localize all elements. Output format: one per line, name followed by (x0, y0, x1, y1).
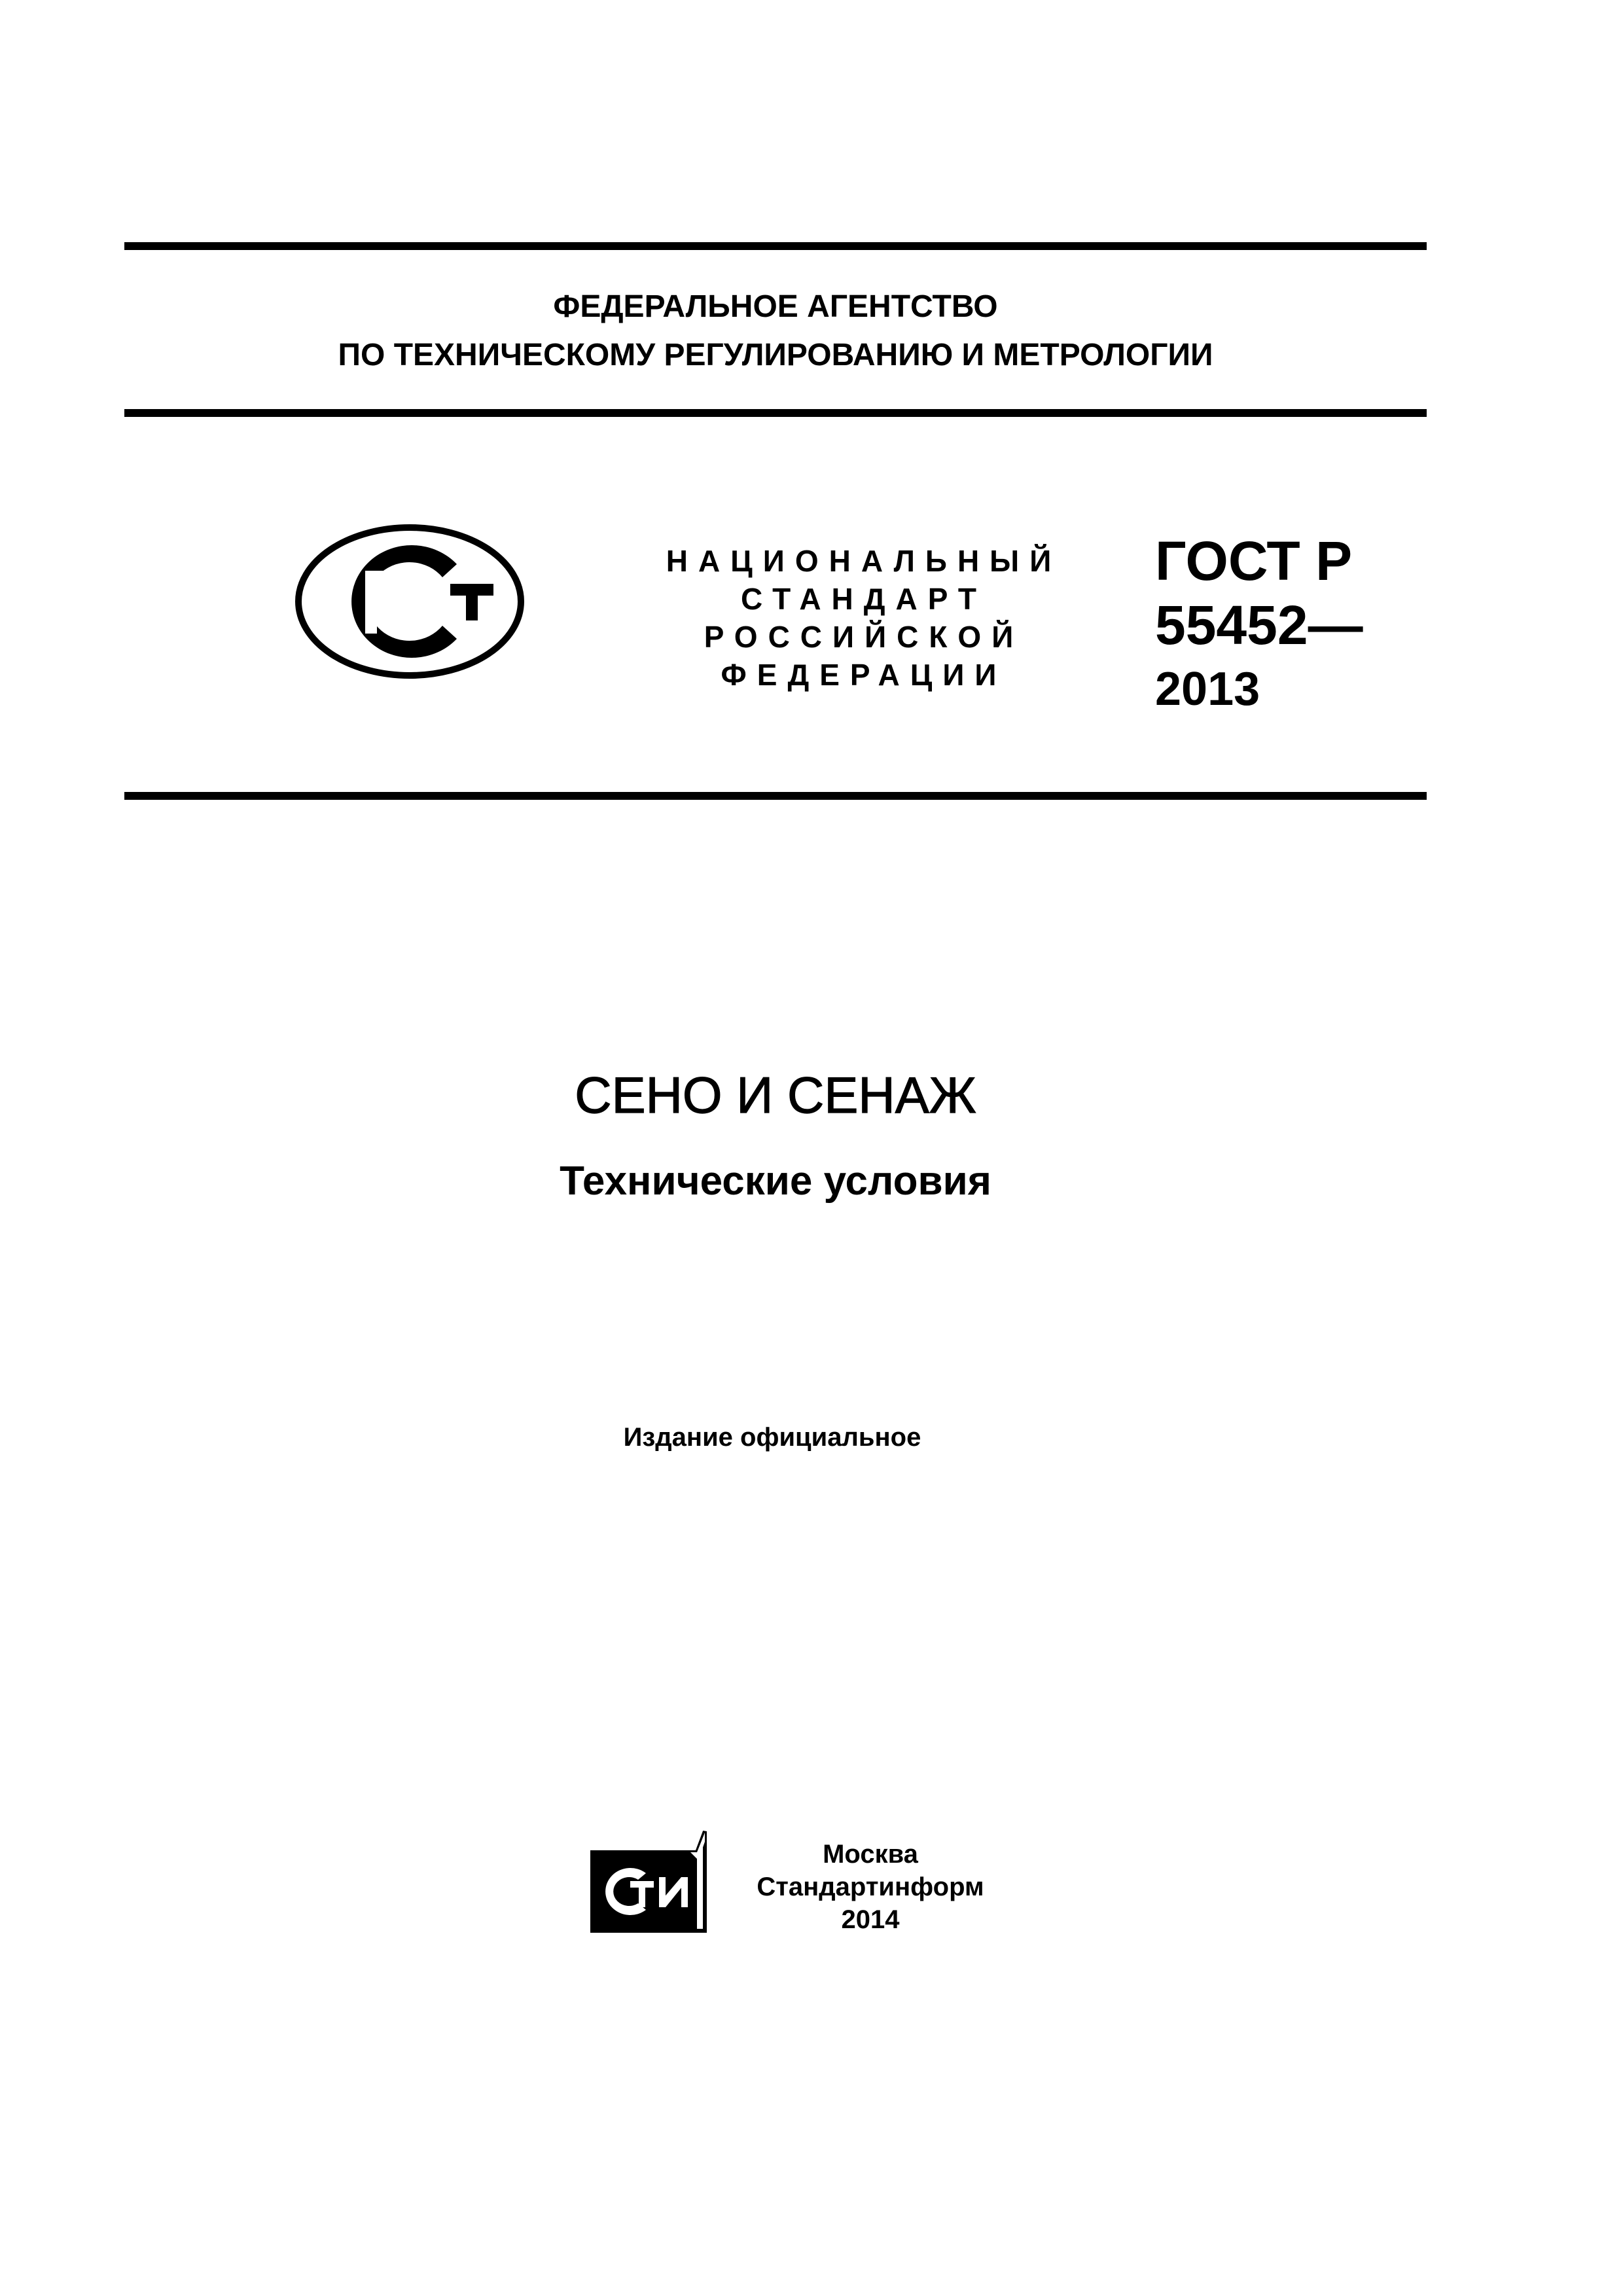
standartinform-icon (586, 1826, 710, 1937)
standard-number (1155, 529, 1363, 721)
national-standard-label (654, 542, 1073, 694)
top-divider (124, 242, 1427, 250)
agency-line-2: ПО ТЕХНИЧЕСКОМУ РЕГУЛИРОВАНИЮ И МЕТРОЛОГИИ (338, 338, 1213, 372)
agency-header (124, 283, 1427, 380)
document-subtitle: Технические условия (560, 1158, 991, 1204)
publisher-city: Москва (823, 1840, 918, 1869)
natstd-line-1: НАЦИОНАЛЬНЫЙ (666, 544, 1062, 578)
natstd-line-3: РОССИЙСКОЙ (704, 620, 1024, 654)
standard-number-line-2: 55452— (1155, 594, 1363, 656)
natstd-line-4: ФЕДЕРАЦИИ (721, 658, 1007, 692)
rst-gost-icon (294, 524, 525, 679)
natstd-line-2: СТАНДАРТ (741, 582, 987, 616)
agency-line-1: ФЕДЕРАЛЬНОЕ АГЕНТСТВО (553, 289, 998, 324)
document-title: СЕНО И СЕНАЖ (575, 1066, 976, 1124)
edition-note: Издание официальное (623, 1423, 921, 1452)
publisher-info (733, 1838, 1008, 1936)
standard-number-line-1: ГОСТ Р (1155, 530, 1353, 592)
standard-number-year: 2013 (1155, 663, 1260, 715)
publication-year: 2014 (841, 1905, 900, 1934)
header-divider (124, 409, 1427, 417)
standard-divider (124, 792, 1427, 800)
publisher-name: Стандартинформ (757, 1873, 984, 1901)
